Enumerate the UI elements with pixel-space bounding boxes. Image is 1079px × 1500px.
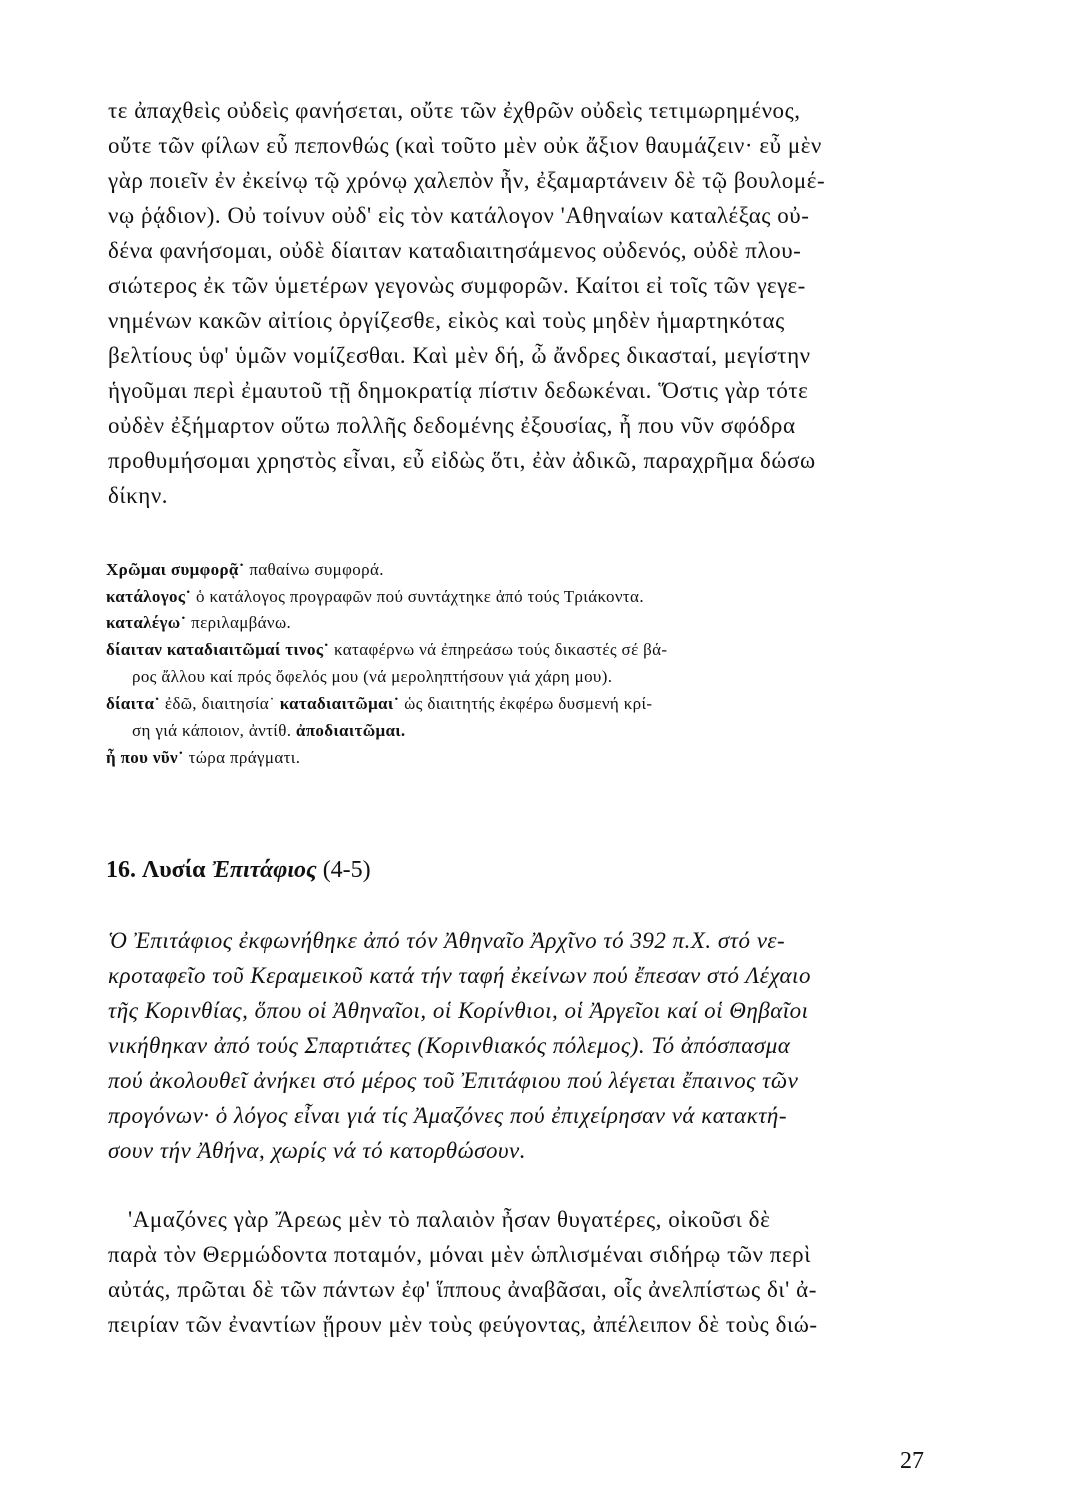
glossary-term: δίαιτα˙ [106,694,161,713]
main-text-line: νημένων κακῶν αἰτίοις ὀργίζεσθε, εἰκὸς καὶ τοὺς μηδὲν ἡμαρτηκότας [108,308,785,333]
glossary-definition: ὡς διαιτητής ἐκφέρω δυσμενή κρί- [399,694,653,713]
passage-line: αὐτάς, πρῶται δὲ τῶν πάντων ἐφ' ἵππους ἀναβᾶσαι, οἷς ἀνελπίστως δι' ἀ- [108,1277,817,1302]
main-text-line: δίκην. [108,483,169,508]
glossary-term: ἦ που νῦν˙ [106,748,184,767]
glossary-entry [106,640,667,660]
intro-line: Ὁ Ἐπιτάφιος ἐκφωνήθηκε ἀπό τόν Ἀθηναῖο Ἀρχῖνο τό 392 π.Χ. στό νε- [108,928,786,953]
intro-line: νικήθηκαν ἀπό τούς Σπαρτιάτες (Κορινθιακός πόλεμος). Τό ἀπόσπασμα [108,1033,791,1058]
glossary-term: καταλέγω˙ [106,613,187,632]
intro-line: τῆς Κορινθίας, ὅπου οἱ Ἀθηναῖοι, οἱ Κορίνθιοι, οἱ Ἀργεῖοι καί οἱ Θηβαῖοι [108,998,809,1023]
glossary-term: Χρῶμαι συμφορᾷ˙ [106,560,245,579]
glossary-definition: τώρα πράγματι. [183,748,301,767]
glossary-term: κατάλογος˙ [106,587,192,606]
passage-line: 'Αμαζόνες γὰρ Ἄρεως μὲν τὸ παλαιὸν ἦσαν θυγατέρες, οἰκοῦσι δὲ [128,1207,771,1232]
intro-line: κροταφεῖο τοῦ Κεραμεικοῦ κατά τήν ταφή ἐκείνων πού ἔπεσαν στό Λέχαιο [108,963,811,988]
passage-line: παρὰ τὸν Θερμώδοντα ποταμόν, μόναι μὲν ὡπλισμέναι σιδήρῳ τῶν περὶ [108,1242,811,1267]
glossary-definition: καταφέρνω νά ἐπηρεάσω τούς δικαστές σέ βά- [329,640,668,659]
glossary-definition: παθαίνω συμφορά. [244,560,384,579]
intro-line: προγόνων· ὁ λόγος εἶναι γιά τίς Ἀμαζόνες πού ἐπιχείρησαν νά κατακτή- [108,1103,787,1128]
glossary-entry [106,560,384,580]
section-author: Λυσία [142,857,206,883]
section-work-title: Ἐπιτάφιος [211,857,317,883]
glossary-definition: ἐδῶ, διαιτησία˙ [160,694,280,713]
main-text-line: προθυμήσομαι χρηστὸς εἶναι, εὖ εἰδὼς ὅτι, ἐὰν ἀδικῶ, παραχρῆμα δώσω [108,448,816,473]
main-text-line: δένα φανήσομαι, οὐδὲ δίαιταν καταδιαιτησάμενος οὐδενός, οὐδὲ πλου- [108,238,802,263]
glossary-continuation [132,667,612,687]
glossary-definition: περιλαμβάνω. [186,613,292,632]
main-text-line: βελτίους ὑφ' ὑμῶν νομίζεσθαι. Καὶ μὲν δή, ὦ ἄνδρες δικασταί, μεγίστην [108,343,811,368]
passage-line: πειρίαν τῶν ἐναντίων ᾕρουν μὲν τοὺς φεύγοντας, ἀπέλειπον δὲ τοὺς διώ- [108,1312,818,1337]
glossary-continuation [132,721,406,741]
glossary-entry [106,587,644,607]
main-text-line: γὰρ ποιεῖν ἐν ἐκείνῳ τῷ χρόνῳ χαλεπὸν ἦν, ἐξαμαρτάνειν δὲ τῷ βουλομέ- [108,168,826,193]
intro-line: πού ἀκολουθεῖ ἀνήκει στό μέρος τοῦ Ἐπιτάφιου πού λέγεται ἔπαινος τῶν [108,1068,799,1093]
section-range: (4-5) [322,857,371,883]
intro-line: σουν τήν Ἀθήνα, χωρίς νά τό κατορθώσουν. [108,1138,526,1163]
glossary-term: καταδιαιτῶμαι˙ [279,694,400,713]
main-text-line: οὐδὲν ἐξήμαρτον οὕτω πολλῆς δεδομένης ἐξουσίας, ἦ που νῦν σφόδρα [108,413,796,438]
glossary-term: δίαιταν καταδιαιτῶμαί τινος˙ [106,640,330,659]
glossary-definition: ὁ κατάλογος προγραφῶν πού συντάχτηκε ἀπό τούς Τριάκοντα. [191,587,644,606]
glossary-definition: ση γιά κάποιον, ἀντίθ. [132,721,296,740]
main-text-line: νῳ ῥᾴδιον). Οὐ τοίνυν οὐδ' εἰς τὸν κατάλογον 'Αθηναίων καταλέξας οὐ- [108,203,810,228]
main-text-line: οὔτε τῶν φίλων εὖ πεπονθώς (καὶ τοῦτο μὲν οὐκ ἄξιον θαυμάζειν· εὖ μὲν [108,133,822,158]
page-number: 27 [900,1448,924,1474]
glossary-term: ἀποδιαιτῶμαι. [295,721,406,740]
glossary-entry [106,613,291,633]
glossary-entry [106,694,652,714]
glossary-definition: ρος ἄλλου καί πρός ὄφελός μου (νά μεροληπτήσουν γιά χάρη μου). [132,667,613,686]
glossary-entry [106,748,300,768]
main-text-line: τε ἀπαχθεὶς οὐδεὶς φανήσεται, οὔτε τῶν ἐχθρῶν οὐδεὶς τετιμωρημένος, [108,98,801,123]
main-text-line: ἡγοῦμαι περὶ ἐμαυτοῦ τῇ δημοκρατίᾳ πίστιν δεδωκέναι. Ὅστις γὰρ τότε [108,378,809,403]
section-number: 16. [106,857,136,883]
main-text-line: σιώτερος ἐκ τῶν ὑμετέρων γεγονὼς συμφορῶν. Καίτοι εἰ τοῖς τῶν γεγε- [108,273,806,298]
section-heading [106,857,371,884]
